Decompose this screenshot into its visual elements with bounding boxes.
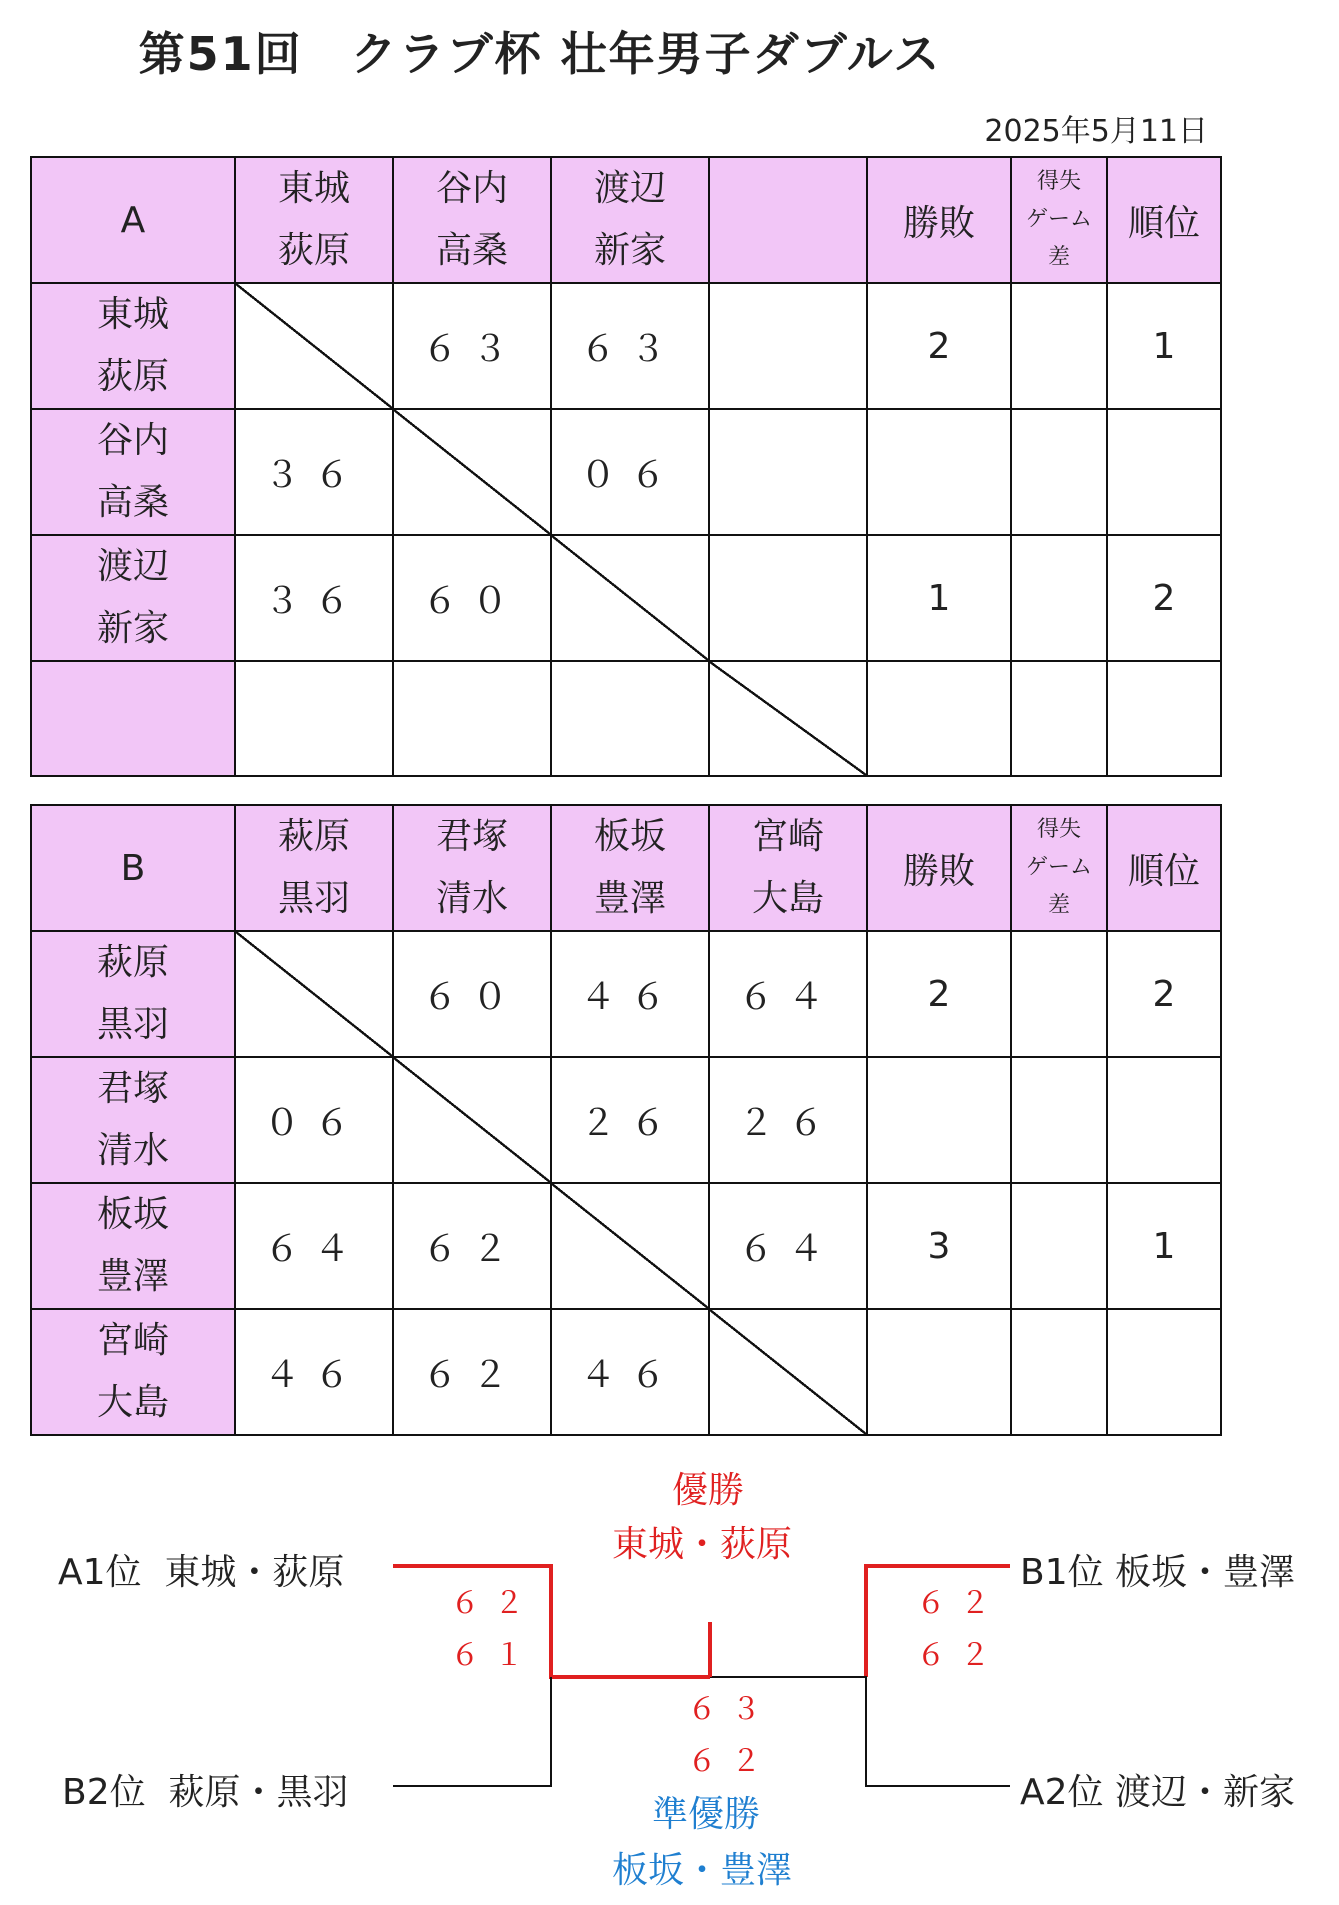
win-count-cell: 1 (867, 535, 1011, 661)
score-cell: ６２ (393, 1309, 551, 1435)
semi-left-score-2: ６１ (450, 1638, 538, 1673)
score-cell: ４６ (235, 1309, 393, 1435)
score-cell: ６４ (709, 1183, 867, 1309)
left-bottom-entry: B2位 萩原・黒羽 (62, 1772, 349, 1813)
win-count-cell: 2 (867, 931, 1011, 1057)
win-count-cell: 3 (867, 1183, 1011, 1309)
player-name: 東城 (277, 168, 350, 209)
player-name: 萩原 (96, 942, 169, 983)
player-name: 板坂 (96, 1194, 169, 1235)
game-diff-label: 差 (1047, 893, 1070, 918)
player-name: 黒羽 (96, 1004, 169, 1045)
game-diff-label: 得失 (1036, 169, 1081, 194)
score-cell: ２６ (709, 1057, 867, 1183)
score-cell: ０６ (551, 409, 709, 535)
score-cell: ６０ (393, 535, 551, 661)
rank-header: 順位 (1107, 157, 1221, 283)
score-cell: ６３ (393, 283, 551, 409)
game-diff-label: 差 (1047, 245, 1070, 270)
champion-label: 優勝 (672, 1470, 745, 1511)
player-name: 渡辺 (96, 546, 169, 587)
score-cell: ６２ (393, 1183, 551, 1309)
score-cell: ２６ (551, 1057, 709, 1183)
player-name: 大島 (96, 1382, 169, 1423)
champion-team: 東城・荻原 (612, 1524, 793, 1565)
semi-right-score-1: ６２ (916, 1586, 1004, 1621)
player-name: 宮崎 (96, 1320, 169, 1361)
rank-cell: 1 (1107, 1183, 1221, 1309)
game-diff-label: ゲーム (1025, 855, 1092, 880)
game-diff-label: ゲーム (1025, 207, 1092, 232)
left-top-entry: A1位 東城・荻原 (58, 1552, 345, 1593)
player-name: 大島 (751, 878, 824, 919)
player-name: 清水 (435, 878, 508, 919)
player-name: 黒羽 (277, 878, 350, 919)
player-name: 君塚 (435, 816, 508, 857)
score-cell: ０６ (235, 1057, 393, 1183)
player-name: 萩原 (277, 816, 350, 857)
score-cell: ４６ (551, 931, 709, 1057)
player-name: 荻原 (96, 356, 169, 397)
runner-up-label: 準優勝 (652, 1794, 761, 1835)
score-cell: ６４ (235, 1183, 393, 1309)
right-bottom-entry: A2位 渡辺・新家 (1020, 1772, 1295, 1813)
win-loss-header: 勝敗 (867, 157, 1011, 283)
player-name: 宮崎 (751, 816, 824, 857)
group-name: A (31, 157, 235, 283)
score-cell: ６０ (393, 931, 551, 1057)
game-diff-label: 得失 (1036, 817, 1081, 842)
score-cell: ６４ (709, 931, 867, 1057)
final-score-2: ６２ (687, 1744, 775, 1779)
player-name: 新家 (593, 230, 666, 271)
player-name: 高桑 (96, 482, 169, 523)
player-name: 板坂 (593, 816, 666, 857)
win-count-cell: 2 (867, 283, 1011, 409)
event-date: 2025年5月11日 (984, 114, 1208, 149)
rank-cell: 1 (1107, 283, 1221, 409)
rank-header: 順位 (1107, 805, 1221, 931)
score-cell: ３６ (235, 535, 393, 661)
runner-up-team: 板坂・豊澤 (612, 1850, 793, 1891)
group-name: B (31, 805, 235, 931)
player-name: 谷内 (96, 420, 169, 461)
final-score-1: ６３ (687, 1692, 775, 1727)
score-cell: ４６ (551, 1309, 709, 1435)
player-name: 清水 (96, 1130, 169, 1171)
player-name: 谷内 (435, 168, 508, 209)
rank-cell: 2 (1107, 931, 1221, 1057)
score-cell: ６３ (551, 283, 709, 409)
right-top-entry: B1位 板坂・豊澤 (1020, 1552, 1296, 1593)
player-name: 高桑 (435, 230, 508, 271)
player-name: 豊澤 (96, 1256, 169, 1297)
page-title: 第51回 クラブ杯 壮年男子ダブルス (138, 27, 942, 81)
player-name: 荻原 (277, 230, 350, 271)
semi-left-score-1: ６２ (450, 1586, 538, 1621)
score-cell: ３６ (235, 409, 393, 535)
player-name: 新家 (96, 608, 169, 649)
player-name: 豊澤 (593, 878, 666, 919)
win-loss-header: 勝敗 (867, 805, 1011, 931)
semi-right-score-2: ６２ (916, 1638, 1004, 1673)
player-name: 東城 (96, 294, 169, 335)
player-name: 君塚 (96, 1068, 169, 1109)
rank-cell: 2 (1107, 535, 1221, 661)
player-name: 渡辺 (593, 168, 666, 209)
